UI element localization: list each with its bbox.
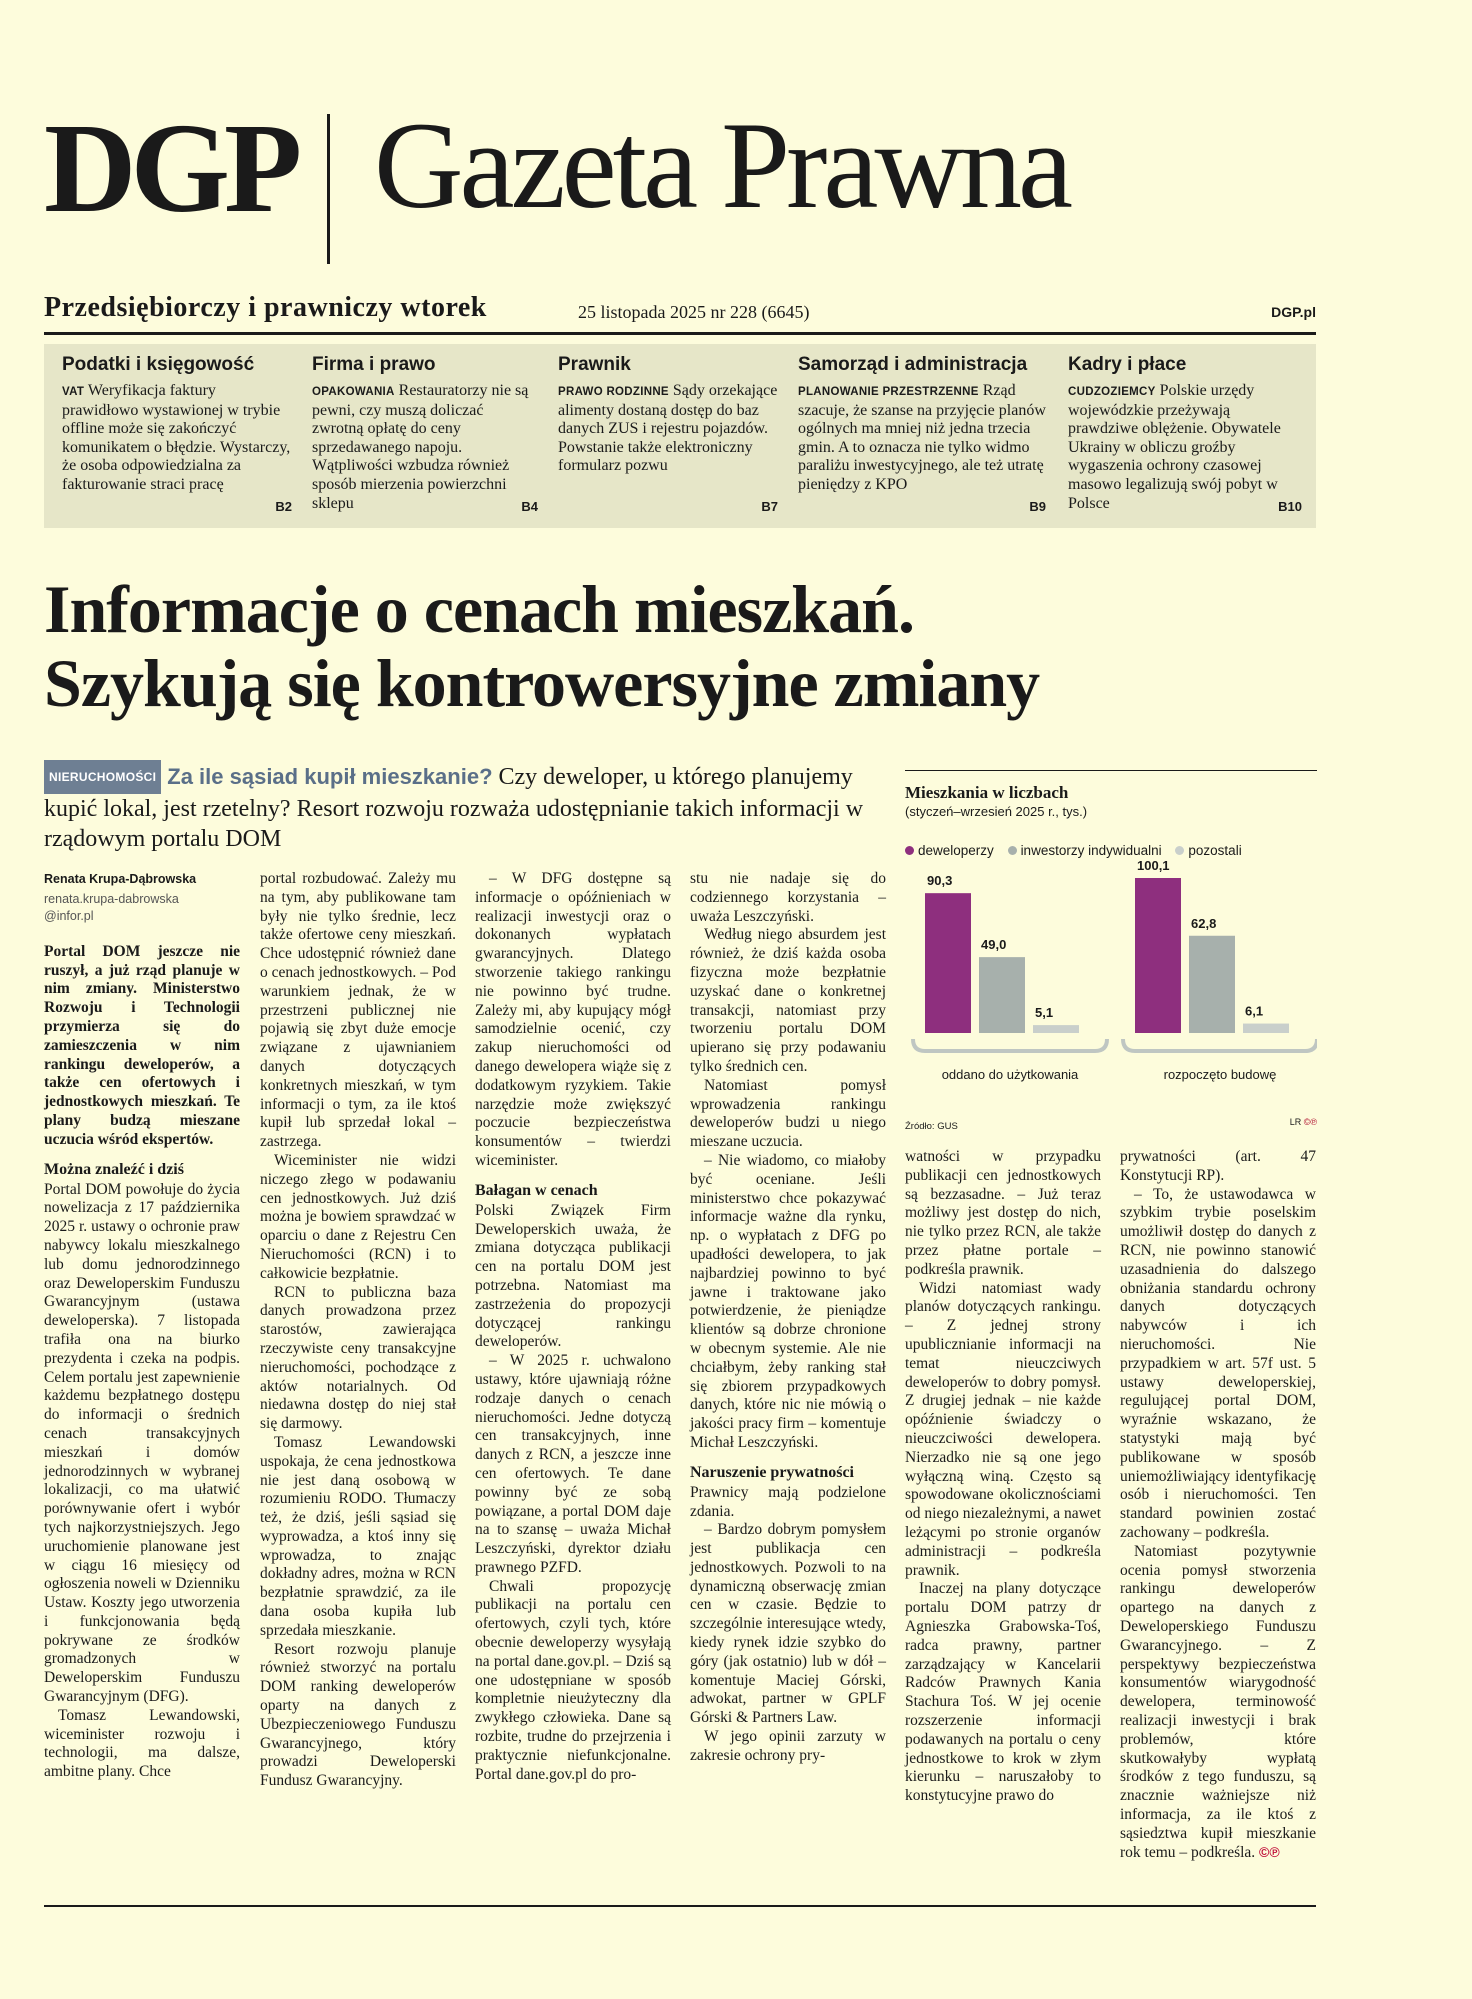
site-link[interactable]: DGP.pl — [1271, 304, 1316, 320]
chart-group-base — [1123, 1039, 1317, 1051]
teaser-section: Firma i prawo — [312, 354, 436, 375]
section-subheading: Bałagan w cenach — [475, 1181, 598, 1199]
author-email[interactable] — [44, 891, 240, 925]
legend-label: deweloperzy — [918, 843, 994, 858]
bar-deweloperzy-1 — [1135, 878, 1181, 1033]
article-column-1 — [44, 870, 240, 1782]
teaser-text: Polskie urzędy wojewódzkie przeżywają prawdziwe oblężenie. Obywatele Ukrainy w obliczu groźby wygaszenia ochrony czasowej masowo legalizują swój pobyt w Polsce — [1068, 382, 1281, 512]
article-paragraph: Resort rozwoju planuje również stworzyć na portalu DOM ranking deweloperów oparty na danych z Ubezpieczeniowego Funduszu Gwarancyjnego, który prowadzi Deweloperski Fundusz Gwarancyjny. — [260, 1640, 456, 1790]
article-paragraph: Widzi natomiast wady planów dotyczących rankingu. – Z jednej strony upublicznianie informacji na temat nieuczciwych deweloperów to dobry pomysł. Z drugiej jednak – nie każde opóźnienie świadczy o nieuczciwości dewelopera. Nierzadko nie są one jego wyłączną winą. Często są spowodowane okolicznościami od niego niezależnymi, a nawet leżącymi po stronie organów administracji – podkreśla prawnik. — [905, 1279, 1101, 1579]
teaser-page: B9 — [1029, 499, 1046, 514]
article-lead — [44, 760, 904, 854]
teaser-section: Samorząd i administracja — [798, 354, 1028, 375]
teaser-page: B7 — [761, 499, 778, 514]
main-headline — [44, 572, 1314, 720]
author-email-user: renata.krupa-dabrowska — [44, 891, 179, 906]
article-paragraph: Tomasz Lewandowski uspokaja, że cena jednostkowa nie jest daną osobową w rozumieniu RODO. Tłumaczy też, że dziś, jeśli sąsiad się wyprowadza, a ktoś inny się wprowadza, to znając dokładny adres, można w RCN bezpłatnie sprawdzić, za ile dana osoba kupiła lub sprzedała mieszkanie. — [260, 1433, 456, 1639]
teaser-text: Restauratorzy nie są pewni, czy muszą doliczać zwrotną opłatę do ceny sprzedawanego napoju. Wątpliwości wzbudza również sposób mierzenia powierzchni sklepu — [312, 382, 529, 512]
article-paragraph: portal rozbudować. Zależy mu na tym, aby publikowane tam były nie tylko średnie, lecz także ofertowe ceny mieszkań. Chce udostępnić również dane o cenach jednostkowych. – Pod warunkiem jednak, że w przestrzeni publicznej nie pojawią się zbyt duże emocje związane z ujawnianiem danych dotyczących konkretnych mieszkań, w tym informacji o tym, za ile ktoś kupił lub sprzedał lokal – zastrzega. — [260, 870, 456, 1151]
chart-title: Mieszkania w liczbach — [905, 783, 1069, 802]
bar-value-label: 90,3 — [927, 873, 953, 889]
teaser-keyword: PRAWO RODZINNE — [558, 386, 669, 398]
article-paragraph: stu nie nadaje się do codziennego korzystania – uważa Leszczyński. — [690, 870, 886, 925]
article-paragraph: – Bardzo dobrym pomysłem jest publikacja cen jednostkowych. Pozwoli to na dynamiczną obserwację zmian cen w czasie. Będzie to szczególnie interesujące wtedy, kiedy rynek idzie szybko do góry (jak ostatnio) lub w dół – komentuje Maciej Górski, adwokat, partner w GPLF Górski & Partners Law. — [690, 1521, 886, 1727]
bar-pozostali-0 — [1033, 1025, 1079, 1033]
teaser-text: Weryfikacja faktury prawidłowo wystawionej w trybie offline może się zakończyć komunikatem o błędzie. Wystarczy, że osoba odpowiedzialna za fakturowanie straci pracę — [62, 382, 291, 493]
article-column-5 — [905, 1148, 1101, 1806]
article-paragraph: Wiceminister nie widzi niczego złego w podawaniu cen jednostkowych. Już dziś można je bowiem sprawdzać w oparciu o dane z Rejestru Cen Nieruchomości (RCN) i to całkowicie bezpłatnie. — [260, 1151, 456, 1282]
legend-label: pozostali — [1188, 843, 1242, 858]
bar-value-label: 62,8 — [1191, 915, 1217, 931]
teaser-section: Kadry i płace — [1068, 354, 1187, 375]
bar-value-label: 49,0 — [981, 937, 1007, 953]
legend-label: inwestorzy indywidualni — [1020, 843, 1162, 858]
article-end-mark: ©℗ — [1259, 1844, 1280, 1861]
teaser-keyword: VAT — [62, 386, 85, 398]
teaser-text: Rząd szacuje, że szanse na przyjęcie planów ogólnych ma mniej niż jedna trzecia gmin. A to oznacza nie tylko widmo paraliżu inwestycyjnego, ale też utratę pieniędzy z KPO — [798, 382, 1046, 493]
teaser-text: Sądy orzekające alimenty dostaną dostęp do baz danych ZUS i rejestru pojazdów. Powstanie także elektroniczny formularz pozwu — [558, 382, 778, 475]
chart-source: Źródło: GUS — [905, 1121, 958, 1132]
author-name: Renata Krupa-Dąbrowska — [44, 872, 197, 886]
article-paragraph: Inaczej na plany dotyczące portalu DOM patrzy dr Agnieszka Grabowska-Toś, radca prawny, partner zarządzający w Kancelarii Radców Prawnych Kania Stachura Toś. W jej ocenie rozszerzenie informacji podawanych na portalu o ceny jednostkowe to krok w złym kierunku – naruszałoby to konstytucyjne prawo do — [905, 1580, 1101, 1805]
article-paragraph: – To, że ustawodawca w szybkim trybie poselskim umożliwił dostęp do danych z RCN, nie powinno stanowić uzasadnienia do dalszego obniżania standardu ochrony danych dotyczących nabywców i ich nieruchomości. Nie przypadkiem w art. 57f ust. 5 ustawy deweloperskiej, regulującej portal DOM, wyraźnie wskazano, że statystyki mają być publikowane w sposób uniemożliwiający identyfikację osób i nieruchomości. Ten standard powinien zostać zachowany – podkreśla. — [1120, 1185, 1316, 1541]
bar-deweloperzy-0 — [925, 893, 971, 1033]
category-label: rozpoczęto budowę — [1163, 1067, 1277, 1082]
page-bottom-rule — [44, 1905, 1316, 1907]
teaser-samorzad[interactable] — [798, 354, 1046, 524]
tagline: Przedsiębiorczy i prawniczy wtorek — [44, 292, 487, 323]
bar-pozostali-1 — [1243, 1024, 1289, 1033]
article-paragraph: – W DFG dostępne są informacje o opóźnieniach w realizacji inwestycji oraz o dokonanych wypłatach gwarancyjnych. Dlatego stworzenie takiego rankingu nie powinno być trudne. Zależy mi, aby kupujący mógł samodzielnie ocenić, czy zakup nieruchomości od danego dewelopera wiąże się z dodatkowym ryzykiem. Takie narzędzie może zwiększyć poczucie bezpieczeństwa konsumentów – twierdzi wiceminister. — [475, 870, 671, 1169]
issue-date: 25 listopada 2025 nr 228 (6645) — [578, 302, 810, 322]
article-paragraph: Portal DOM powołuje do życia nowelizacja z 17 października 2025 r. ustawy o ochronie praw nabywcy lokalu mieszkalnego lub domu jednorodzinnego oraz Deweloperskim Funduszu Gwarancyjnym (ustawa deweloperska). 7 listopada trafiła ona na biurko prezydenta i czeka na podpis. Celem portalu jest zapewnienie każdemu bezpłatnego dostępu do informacji o średnich cenach transakcyjnych mieszkań i domów jednorodzinnych w wybranej lokalizacji, co ma ułatwić porównywanie ofert i wybór tych najkorzystniejszych. Jego uruchomienie planowane jest w ciągu 16 miesięcy od ogłoszenia noweli w Dzienniku Ustaw. Koszty jego utworzenia i funkcjonowania będą pokrywane ze środków gromadzonych w Deweloperskim Funduszu Gwarancyjnym (DFG). — [44, 1180, 240, 1706]
article-paragraph: Polski Związek Firm Deweloperskich uważa, że zmiana dotycząca publikacji cen na portalu DOM jest potrzebna. Natomiast ma zastrzeżenia do propozycji dotyczącej rankingu deweloperów. — [475, 1201, 671, 1351]
bar-inwestorzy-indywidualni-1 — [1189, 936, 1235, 1033]
article-paragraph: – Nie wiadomo, co miałoby być oceniane. Jeśli ministerstwo chce pokazywać informacje ważne dla rynku, np. o wypłatach z DFG po upadłości dewelopera, to jak najbardziej powinno to być jawne i traktowane jako potwierdzenie, że pieniądze klientów są dobrze chronione w obecnym systemie. Ale nie chciałbym, żeby ranking stał się zbiorem przypadkowych danych, które nic nie mówią o jakości pracy firm – komentuje Michał Leszczyński. — [690, 1151, 886, 1451]
teaser-section: Podatki i księgowość — [62, 354, 255, 375]
article-paragraph: watności w przypadku publikacji cen jednostkowych są bezzasadne. – Już teraz możliwy jest dostęp do nich, nie tylko przez RCN, ale także przez płatne portale – podkreśla prawnik. — [905, 1148, 1101, 1278]
credit-mark: ©℗ — [1303, 1117, 1317, 1127]
bar-inwestorzy-indywidualni-0 — [979, 957, 1025, 1033]
bar-value-label: 100,1 — [1137, 858, 1170, 873]
teaser-firma[interactable] — [312, 354, 538, 524]
article-paragraph: Tomasz Lewandowski, wiceminister rozwoju i technologii, ma dalsze, ambitne plany. Chce — [44, 1706, 240, 1781]
category-label: oddano do użytkowania — [941, 1067, 1079, 1082]
article-column-3 — [475, 870, 671, 1784]
teaser-keyword: OPAKOWANIA — [312, 386, 395, 398]
credit-initials: LR — [1289, 1117, 1302, 1127]
article-paragraph: – W 2025 r. uchwalono ustawy, które ujawniają różne rodzaje danych o cenach nieruchomości. Jedne dotyczą cen transakcyjnych, inne danych z RCN, a jeszcze inne cen ofertowych. Te dane powinny być ze sobą powiązane, a portal DOM daje na to szansę – uważa Michał Leszczyński, dyrektor działu prawnego PZFD. — [475, 1352, 671, 1576]
headline-line-2: Szykują się kontrowersyjne zmiany — [44, 645, 1040, 721]
article-paragraph: W jego opinii zarzuty w zakresie ochrony pry- — [690, 1728, 886, 1764]
headline-line-1: Informacje o cenach mieszkań. — [44, 571, 914, 647]
chart-subtitle: (styczeń–wrzesień 2025 r., tys.) — [905, 804, 1088, 819]
article-paragraph: prywatności (art. 47 Konstytucji RP). — [1120, 1148, 1316, 1184]
bar-value-label: 5,1 — [1035, 1005, 1054, 1021]
masthead — [44, 97, 1314, 264]
article-paragraph: Natomiast pozytywnie ocenia pomysł stworzenia rankingu deweloperów opartego na danych z Deweloperskiego Funduszu Gwarancyjnego. – Z perspektywy bezpieczeństwa konsumentów wiarygodność dewelopera, terminowość realizacji inwestycji i brak problemów, które skutkowałyby wypłatą środków z tego funduszu, są znacznie ważniejsze niż informacja, za ile ktoś z sąsiedztwa kupił mieszkanie rok temu – podkreśla. ©℗ — [1120, 1542, 1316, 1862]
teaser-podatki[interactable] — [62, 354, 292, 524]
article-paragraph: Portal DOM jeszcze nie ruszył, a już rząd planuje w nim zmiany. Ministerstwo Rozwoju i Technologii przymierza się do zamieszczenia w nim rankingu deweloperów, a także cen ofertowych i jednostkowych mieszkań. Te plany budzą mieszane uczucia wśród ekspertów. — [44, 942, 240, 1148]
section-subheading: Można znaleźć i dziś — [44, 1160, 184, 1178]
teaser-keyword: CUDZOZIEMCY — [1068, 386, 1156, 398]
teaser-kadry[interactable] — [1068, 354, 1302, 524]
teaser-keyword: PLANOWANIE PRZESTRZENNE — [798, 386, 979, 398]
author-email-domain: @infor.pl — [44, 908, 94, 923]
chart-mieszkania — [905, 770, 1317, 1131]
teaser-section: Prawnik — [558, 354, 631, 375]
section-subheading: Naruszenie prywatności — [690, 1463, 854, 1481]
article-column-4 — [690, 870, 886, 1766]
article-paragraph: Natomiast pomysł wprowadzenia rankingu deweloperów budzi u niego mieszane uczucia. — [690, 1076, 886, 1151]
lead-text: Czy deweloper, u którego planujemy kupić lokal, jest rzetelny? Resort rozwoju rozważa udostępnianie takich informacji w rządowym portalu DOM — [44, 764, 864, 852]
teaser-page: B10 — [1278, 499, 1302, 514]
logo-dgp: DGP — [44, 97, 297, 239]
article-paragraph: Chwali propozycję publikacji na portalu cen ofertowych, czyli tych, które obecnie deweloperzy wysyłają na portal dane.gov.pl. – Dziś są one udostępniane w sposób kompletnie nieużyteczny dla zwykłego człowieka. Dane są rozbite, trudne do przejrzenia i praktycznie niefunkcjonalne. Portal dane.gov.pl do pro- — [475, 1577, 671, 1783]
article-paragraph: Prawnicy mają podzielone zdania. — [690, 1483, 886, 1520]
teaser-page: B4 — [521, 499, 538, 514]
article-column-2 — [260, 870, 456, 1791]
newspaper-name: Gazeta Prawna — [374, 97, 1070, 234]
masthead-divider — [327, 114, 330, 264]
tagline-row — [44, 292, 1316, 335]
chart-credit — [1290, 1117, 1317, 1127]
article-paragraph: RCN to publiczna baza danych prowadzona przez starostów, zawierająca rzeczywiste ceny transakcyjne nieruchomości, pochodzące z aktów notarialnych. Od niedawna dostęp do niej stał się darmowy. — [260, 1283, 456, 1433]
chart-plot — [905, 771, 1317, 1116]
chart-group-base — [913, 1039, 1107, 1051]
teaser-page: B2 — [275, 499, 292, 514]
article-paragraph: Według niego absurdem jest również, że dziś każda osoba fizyczna może bezpłatnie uzyskać dane o konkretnej transakcji, natomiast przy tworzeniu portalu DOM upierano się przy podawaniu tylko średnich cen. — [690, 926, 886, 1075]
teaser-prawnik[interactable] — [558, 354, 778, 524]
lead-question: Za ile sąsiad kupił mieszkanie? — [167, 764, 493, 789]
article-column-6 — [1120, 1148, 1316, 1863]
section-badge: NIERUCHOMOŚCI — [44, 760, 161, 794]
bar-value-label: 6,1 — [1245, 1003, 1264, 1019]
section-teasers — [44, 344, 1316, 528]
